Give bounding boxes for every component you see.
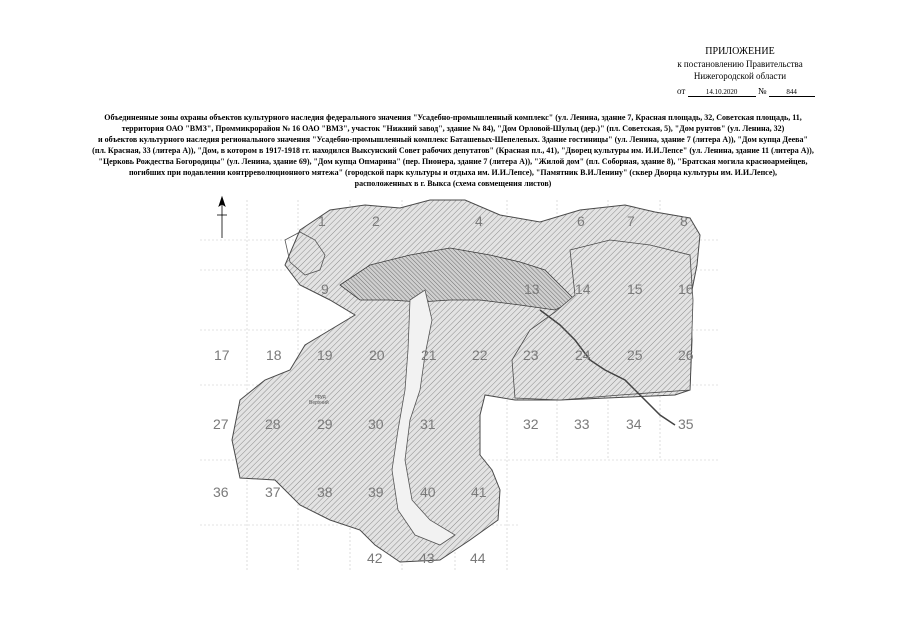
sheet-label: 39	[368, 484, 384, 500]
sheet-label: 38	[317, 484, 333, 500]
caption-line: "Церковь Рождества Богородицы" (ул. Ленина, здание 69), "Дом купца Опмарина" (пер. Пионера, здание 7 (литера А)), "Жилой дом" (пл. Соборная, здание 8), "Братская могила красноармейцев,	[98, 157, 808, 166]
sheet-label: 41	[471, 484, 487, 500]
north-arrow	[217, 197, 227, 238]
sheet-label: 44	[470, 550, 486, 566]
sheet-label: 18	[266, 347, 282, 363]
sheet-label: 21	[421, 347, 437, 363]
sheet-label: 25	[627, 347, 643, 363]
sheet-label: 7	[627, 213, 635, 229]
appendix-line-1: к постановлению Правительства	[677, 59, 803, 69]
sheet-label: 16	[678, 281, 694, 297]
sheet-label: 31	[420, 416, 436, 432]
sheet-label: 17	[214, 347, 230, 363]
sheet-label: 30	[368, 416, 384, 432]
caption-line: и объектов культурного наследия регионального значения "Усадебно-промышленный комплекс Баташевых-Шепелевых. Здание гостиницы" (ул. Ленина, здание 7 (литера А)), "Дом купца Деева"	[98, 135, 808, 144]
pond-label-2: Верхний	[309, 400, 329, 406]
sheet-label: 9	[321, 281, 329, 297]
sheet-label: 36	[213, 484, 229, 500]
sheet-label: 42	[367, 550, 383, 566]
caption-line: территория ОАО "ВМЗ", Проммикрорайон № 16 ОАО "ВМЗ", участок "Нижний завод", здание № 84), "Дом Орловой-Шульц (дер.)" (пл. Советская, 5), "Дом рунтов" (ул. Ленина, 32)	[121, 124, 785, 133]
sheet-label: 23	[523, 347, 539, 363]
sheet-label: 27	[213, 416, 229, 432]
sheet-label: 14	[575, 281, 591, 297]
sheet-label: 22	[472, 347, 488, 363]
appendix-line-2: Нижегородской области	[693, 71, 787, 81]
sheet-label: 26	[678, 347, 694, 363]
caption-line: погибших при подавлении контрреволюционного мятежа" (городской парк культуры и отдыха им. И.И.Лепсе), "Памятник В.И.Ленину" (сквер Дворца культуры им. И.И.Лепсе),	[128, 168, 778, 177]
sheet-label: 20	[369, 347, 385, 363]
sheet-label: 35	[678, 416, 694, 432]
sheet-label: 15	[627, 281, 643, 297]
sheet-label: 19	[317, 347, 333, 363]
sheet-label: 28	[265, 416, 281, 432]
date-prefix: от	[677, 86, 686, 96]
sheet-label: 2	[372, 213, 380, 229]
decree-date: 14.10.2020	[688, 88, 756, 97]
number-prefix: №	[757, 86, 767, 96]
decree-number: 844	[769, 88, 815, 97]
sheet-label: 40	[420, 484, 436, 500]
sheet-label: 29	[317, 416, 333, 432]
sheet-label: 32	[523, 416, 539, 432]
appendix-title: ПРИЛОЖЕНИЕ	[705, 46, 775, 57]
sheet-label: 43	[419, 550, 435, 566]
sheet-label: 37	[265, 484, 281, 500]
sheet-label: 1	[318, 213, 326, 229]
pond-label-1: пруд	[315, 394, 326, 400]
sheet-label: 4	[475, 213, 483, 229]
caption-line: (пл. Красная, 33 (литера А)), "Дом, в котором в 1917-1918 гг. находился Выксунский Совет рабочих депутатов" (Красная пл., 41), "Дворец культуры им. И.И.Лепсе" (ул. Ленина, здание 11 (литера А)),	[92, 146, 814, 155]
caption-line: расположенных в г. Выкса (схема совмещения листов)	[354, 179, 552, 188]
sheet-label: 33	[574, 416, 590, 432]
sheet-label: 6	[577, 213, 585, 229]
sheet-label: 24	[575, 347, 591, 363]
sheet-label: 8	[680, 213, 688, 229]
sheet-label: 13	[524, 281, 540, 297]
caption-line: Объединенные зоны охраны объектов культурного наследия федерального значения "Усадебно-промышленный комплекс" (ул. Ленина, здание 7, Красная площадь, 32, Советская площадь, 11,	[104, 113, 802, 122]
sheet-label: 34	[626, 416, 642, 432]
